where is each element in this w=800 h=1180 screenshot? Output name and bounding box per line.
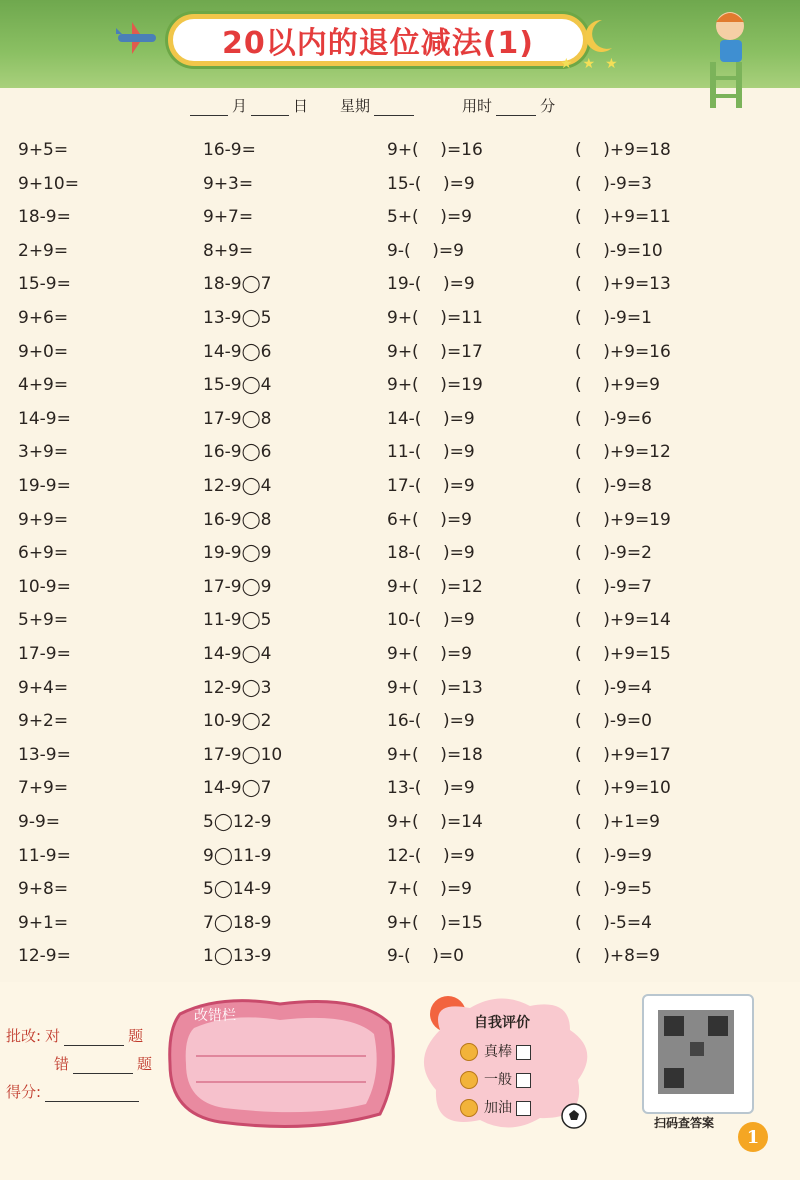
problem-cell[interactable]: 5+9=	[18, 610, 69, 631]
problem-cell[interactable]: 1◯13-9	[203, 946, 272, 967]
problem-cell[interactable]: ( )+9=16	[575, 341, 671, 362]
correction-title: 改错栏	[194, 1008, 236, 1024]
problem-cell[interactable]: 9+6=	[18, 308, 69, 328]
problem-cell[interactable]: 18-9◯7	[203, 274, 272, 295]
problem-cell[interactable]: 6+9=	[18, 543, 69, 564]
problem-cell[interactable]: 9+0=	[18, 341, 69, 362]
try-checkbox[interactable]	[516, 1101, 531, 1116]
problem-cell[interactable]: ( )-9=6	[575, 408, 652, 429]
month-label: 月	[232, 97, 248, 115]
problem-row	[0, 812, 800, 842]
problem-cell[interactable]: ( )+9=19	[575, 509, 671, 530]
problem-row	[0, 308, 800, 338]
right-count-blank[interactable]	[64, 1029, 124, 1046]
problem-row	[0, 577, 800, 607]
problem-cell[interactable]: ( )-9=8	[575, 476, 652, 496]
problem-row	[0, 409, 800, 439]
problem-cell[interactable]: 12-9=	[18, 946, 71, 967]
self-eval-option-try[interactable]	[460, 1094, 531, 1122]
problem-cell[interactable]: 9+( )=19	[387, 375, 483, 396]
problem-cell[interactable]: 3+9=	[18, 442, 69, 463]
problem-cell[interactable]: 11-9=	[18, 845, 71, 866]
problem-row	[0, 913, 800, 943]
problem-row	[0, 207, 800, 237]
problem-cell[interactable]: ( )-9=0	[575, 711, 652, 732]
problem-cell[interactable]: 14-9◯4	[203, 644, 272, 664]
title-banner	[168, 14, 588, 66]
problem-cell[interactable]: 2+9=	[18, 240, 69, 261]
problem-cell[interactable]: ( )-9=4	[575, 677, 652, 698]
month-blank[interactable]	[190, 97, 228, 116]
problem-cell[interactable]: 17-( )=9	[387, 476, 475, 496]
problem-cell[interactable]: 16-( )=9	[387, 711, 475, 732]
problem-cell[interactable]: 9+1=	[18, 912, 69, 933]
problem-cell[interactable]: 7+9=	[18, 778, 69, 799]
wrong-unit: 题	[137, 1055, 153, 1073]
qr-code-image	[644, 996, 748, 1108]
problem-cell[interactable]: 19-( )=9	[387, 274, 475, 295]
grading-label: 批改:	[6, 1027, 42, 1045]
smiley-icon	[460, 1071, 478, 1089]
problem-cell[interactable]: ( )+9=14	[575, 610, 671, 631]
problem-cell[interactable]: 9+9=	[18, 509, 69, 530]
problem-row	[0, 644, 800, 674]
problem-row	[0, 846, 800, 876]
page-title: 20以内的退位减法(1)	[221, 26, 535, 61]
problem-cell[interactable]: 17-9◯9	[203, 576, 272, 597]
problem-cell[interactable]: 9+5=	[18, 140, 69, 160]
problem-cell[interactable]: 5+( )=9	[387, 207, 472, 228]
stars-decoration: ★★★	[560, 56, 628, 72]
problem-row	[0, 745, 800, 775]
page-number: 1	[738, 1122, 768, 1152]
problem-row	[0, 476, 800, 506]
problem-cell[interactable]: 7+( )=9	[387, 879, 472, 900]
problem-row	[0, 510, 800, 540]
day-blank[interactable]	[251, 97, 289, 116]
problem-cell[interactable]: 4+9=	[18, 375, 69, 396]
time-blank[interactable]	[496, 97, 536, 116]
smiley-icon	[460, 1099, 478, 1117]
self-eval-title: 自我评价	[474, 1015, 530, 1031]
problem-cell[interactable]: ( )+9=18	[575, 140, 671, 160]
self-evaluation-panel	[410, 990, 600, 1136]
airplane-icon	[112, 20, 162, 56]
problem-cell[interactable]: 18-9=	[18, 207, 71, 228]
problem-row	[0, 375, 800, 405]
problem-cell[interactable]: 14-9◯7	[203, 778, 272, 799]
header-banner	[0, 0, 800, 88]
problem-cell[interactable]: 16-9◯6	[203, 442, 272, 463]
score-label: 得分:	[6, 1083, 42, 1101]
problem-cell[interactable]: 10-( )=9	[387, 610, 475, 631]
problem-cell[interactable]: 9+( )=15	[387, 912, 483, 933]
problem-row	[0, 778, 800, 808]
problem-cell[interactable]: 14-9◯6	[203, 341, 272, 362]
problem-cell[interactable]: 9+7=	[203, 207, 254, 228]
problem-cell[interactable]: 12-9◯3	[203, 677, 272, 698]
wrong-count-blank[interactable]	[73, 1057, 133, 1074]
problem-row	[0, 879, 800, 909]
smiley-icon	[460, 1043, 478, 1061]
right-label: 对	[45, 1027, 61, 1045]
problem-cell[interactable]: ( )+9=17	[575, 744, 671, 765]
problem-cell[interactable]: 12-9◯4	[203, 476, 272, 496]
problem-cell[interactable]: 13-9◯5	[203, 308, 272, 328]
problem-cell[interactable]: 10-9=	[18, 576, 71, 597]
problem-cell[interactable]: 8+9=	[203, 240, 254, 261]
problem-row	[0, 543, 800, 573]
correction-panel	[160, 994, 400, 1132]
problem-cell[interactable]: 17-9◯8	[203, 408, 272, 429]
problem-cell[interactable]: 9+8=	[18, 879, 69, 900]
problem-cell[interactable]: ( )-9=1	[575, 308, 652, 328]
problem-row	[0, 442, 800, 472]
problem-cell[interactable]: ( )-9=7	[575, 576, 652, 597]
problem-cell[interactable]: ( )+9=11	[575, 207, 671, 228]
time-used-label: 用时	[462, 97, 493, 115]
problem-cell[interactable]: 14-9=	[18, 408, 71, 429]
minutes-label: 分	[540, 97, 556, 115]
problem-cell[interactable]: 17-9=	[18, 644, 71, 664]
problem-cell[interactable]: 15-( )=9	[387, 173, 475, 194]
wrong-label: 错	[54, 1055, 70, 1073]
boy-on-ladder-illustration	[690, 2, 764, 108]
problem-row	[0, 342, 800, 372]
problem-cell[interactable]: 14-( )=9	[387, 408, 475, 429]
problem-cell[interactable]: 19-9=	[18, 476, 71, 496]
problem-cell[interactable]: 17-9◯10	[203, 744, 283, 765]
problem-cell[interactable]: 10-9◯2	[203, 711, 272, 732]
option-ok-label: 一般	[484, 1072, 512, 1088]
problem-cell[interactable]: ( )+9=12	[575, 442, 671, 463]
problem-row	[0, 678, 800, 708]
problem-row	[0, 711, 800, 741]
problem-cell[interactable]: 9-( )=9	[387, 240, 464, 261]
option-try-label: 加油	[484, 1100, 512, 1116]
problem-row	[0, 174, 800, 204]
problem-cell[interactable]: 9+( )=14	[387, 812, 483, 832]
problem-cell[interactable]: ( )+8=9	[575, 946, 660, 967]
problem-cell[interactable]: 19-9◯9	[203, 543, 272, 564]
problem-cell[interactable]: 9-( )=0	[387, 946, 464, 967]
problem-cell[interactable]: 11-9◯5	[203, 610, 272, 631]
date-line	[190, 95, 555, 116]
problem-cell[interactable]: ( )+9=9	[575, 375, 660, 396]
problem-cell[interactable]: 9+( )=11	[387, 308, 483, 328]
problem-cell[interactable]: 9+( )=16	[387, 140, 483, 160]
problem-cell[interactable]: 15-9◯4	[203, 375, 272, 396]
self-eval-option-great[interactable]	[460, 1038, 531, 1066]
problem-cell[interactable]: 9+( )=9	[387, 644, 472, 664]
problem-cell[interactable]: ( )+9=15	[575, 644, 671, 664]
right-unit: 题	[128, 1027, 144, 1045]
problem-cell[interactable]: ( )-9=10	[575, 240, 663, 261]
grading-box	[6, 1018, 152, 1102]
problem-cell[interactable]: ( )+9=13	[575, 274, 671, 295]
problem-cell[interactable]: 9+2=	[18, 711, 69, 732]
problem-cell[interactable]: 9+( )=18	[387, 744, 483, 765]
problem-cell[interactable]: 9+( )=17	[387, 341, 483, 362]
problem-cell[interactable]: 9+( )=12	[387, 576, 483, 597]
problem-cell[interactable]: 7◯18-9	[203, 912, 272, 933]
qr-caption: 扫码查答案	[654, 1116, 715, 1130]
problem-cell[interactable]: 9+4=	[18, 677, 69, 698]
problem-cell[interactable]: 5◯14-9	[203, 879, 272, 900]
problem-cell[interactable]: ( )-9=2	[575, 543, 652, 564]
great-checkbox[interactable]	[516, 1045, 531, 1060]
problem-cell[interactable]: ( )+9=10	[575, 778, 671, 799]
problem-cell[interactable]: 13-( )=9	[387, 778, 475, 799]
moon-icon	[582, 18, 614, 54]
problem-cell[interactable]: ( )+1=9	[575, 812, 660, 832]
problem-cell[interactable]: 5◯12-9	[203, 812, 272, 832]
problem-cell[interactable]: 11-( )=9	[387, 442, 475, 463]
problem-cell[interactable]: 16-9◯8	[203, 509, 272, 530]
problem-row	[0, 274, 800, 304]
problem-cell[interactable]: 9+( )=13	[387, 677, 483, 698]
problem-cell[interactable]: ( )-5=4	[575, 912, 652, 933]
problem-cell[interactable]: 9◯11-9	[203, 845, 272, 866]
self-eval-option-ok[interactable]	[460, 1066, 531, 1094]
problem-cell[interactable]: 9+3=	[203, 173, 254, 194]
ok-checkbox[interactable]	[516, 1073, 531, 1088]
problem-cell[interactable]: 6+( )=9	[387, 509, 472, 530]
problem-row	[0, 946, 800, 976]
problem-cell[interactable]: ( )-9=3	[575, 173, 652, 194]
weekday-label: 星期	[340, 97, 371, 115]
problem-row	[0, 140, 800, 170]
problem-row	[0, 610, 800, 640]
qr-code[interactable]	[642, 994, 754, 1114]
problem-cell[interactable]: ( )-9=9	[575, 845, 652, 866]
problem-cell[interactable]: 9+10=	[18, 173, 79, 194]
problem-cell[interactable]: 16-9=	[203, 140, 256, 160]
problem-cell[interactable]: 15-9=	[18, 274, 71, 295]
option-great-label: 真棒	[484, 1044, 512, 1060]
problem-cell[interactable]: 12-( )=9	[387, 845, 475, 866]
problem-cell[interactable]: 18-( )=9	[387, 543, 475, 564]
problem-cell[interactable]: 9-9=	[18, 812, 61, 832]
score-blank[interactable]	[45, 1085, 139, 1102]
day-label: 日	[293, 97, 309, 115]
weekday-blank[interactable]	[374, 97, 414, 116]
problem-cell[interactable]: ( )-9=5	[575, 879, 652, 900]
problem-row	[0, 241, 800, 271]
soccer-ball-icon	[560, 1102, 588, 1130]
problem-cell[interactable]: 13-9=	[18, 744, 71, 765]
